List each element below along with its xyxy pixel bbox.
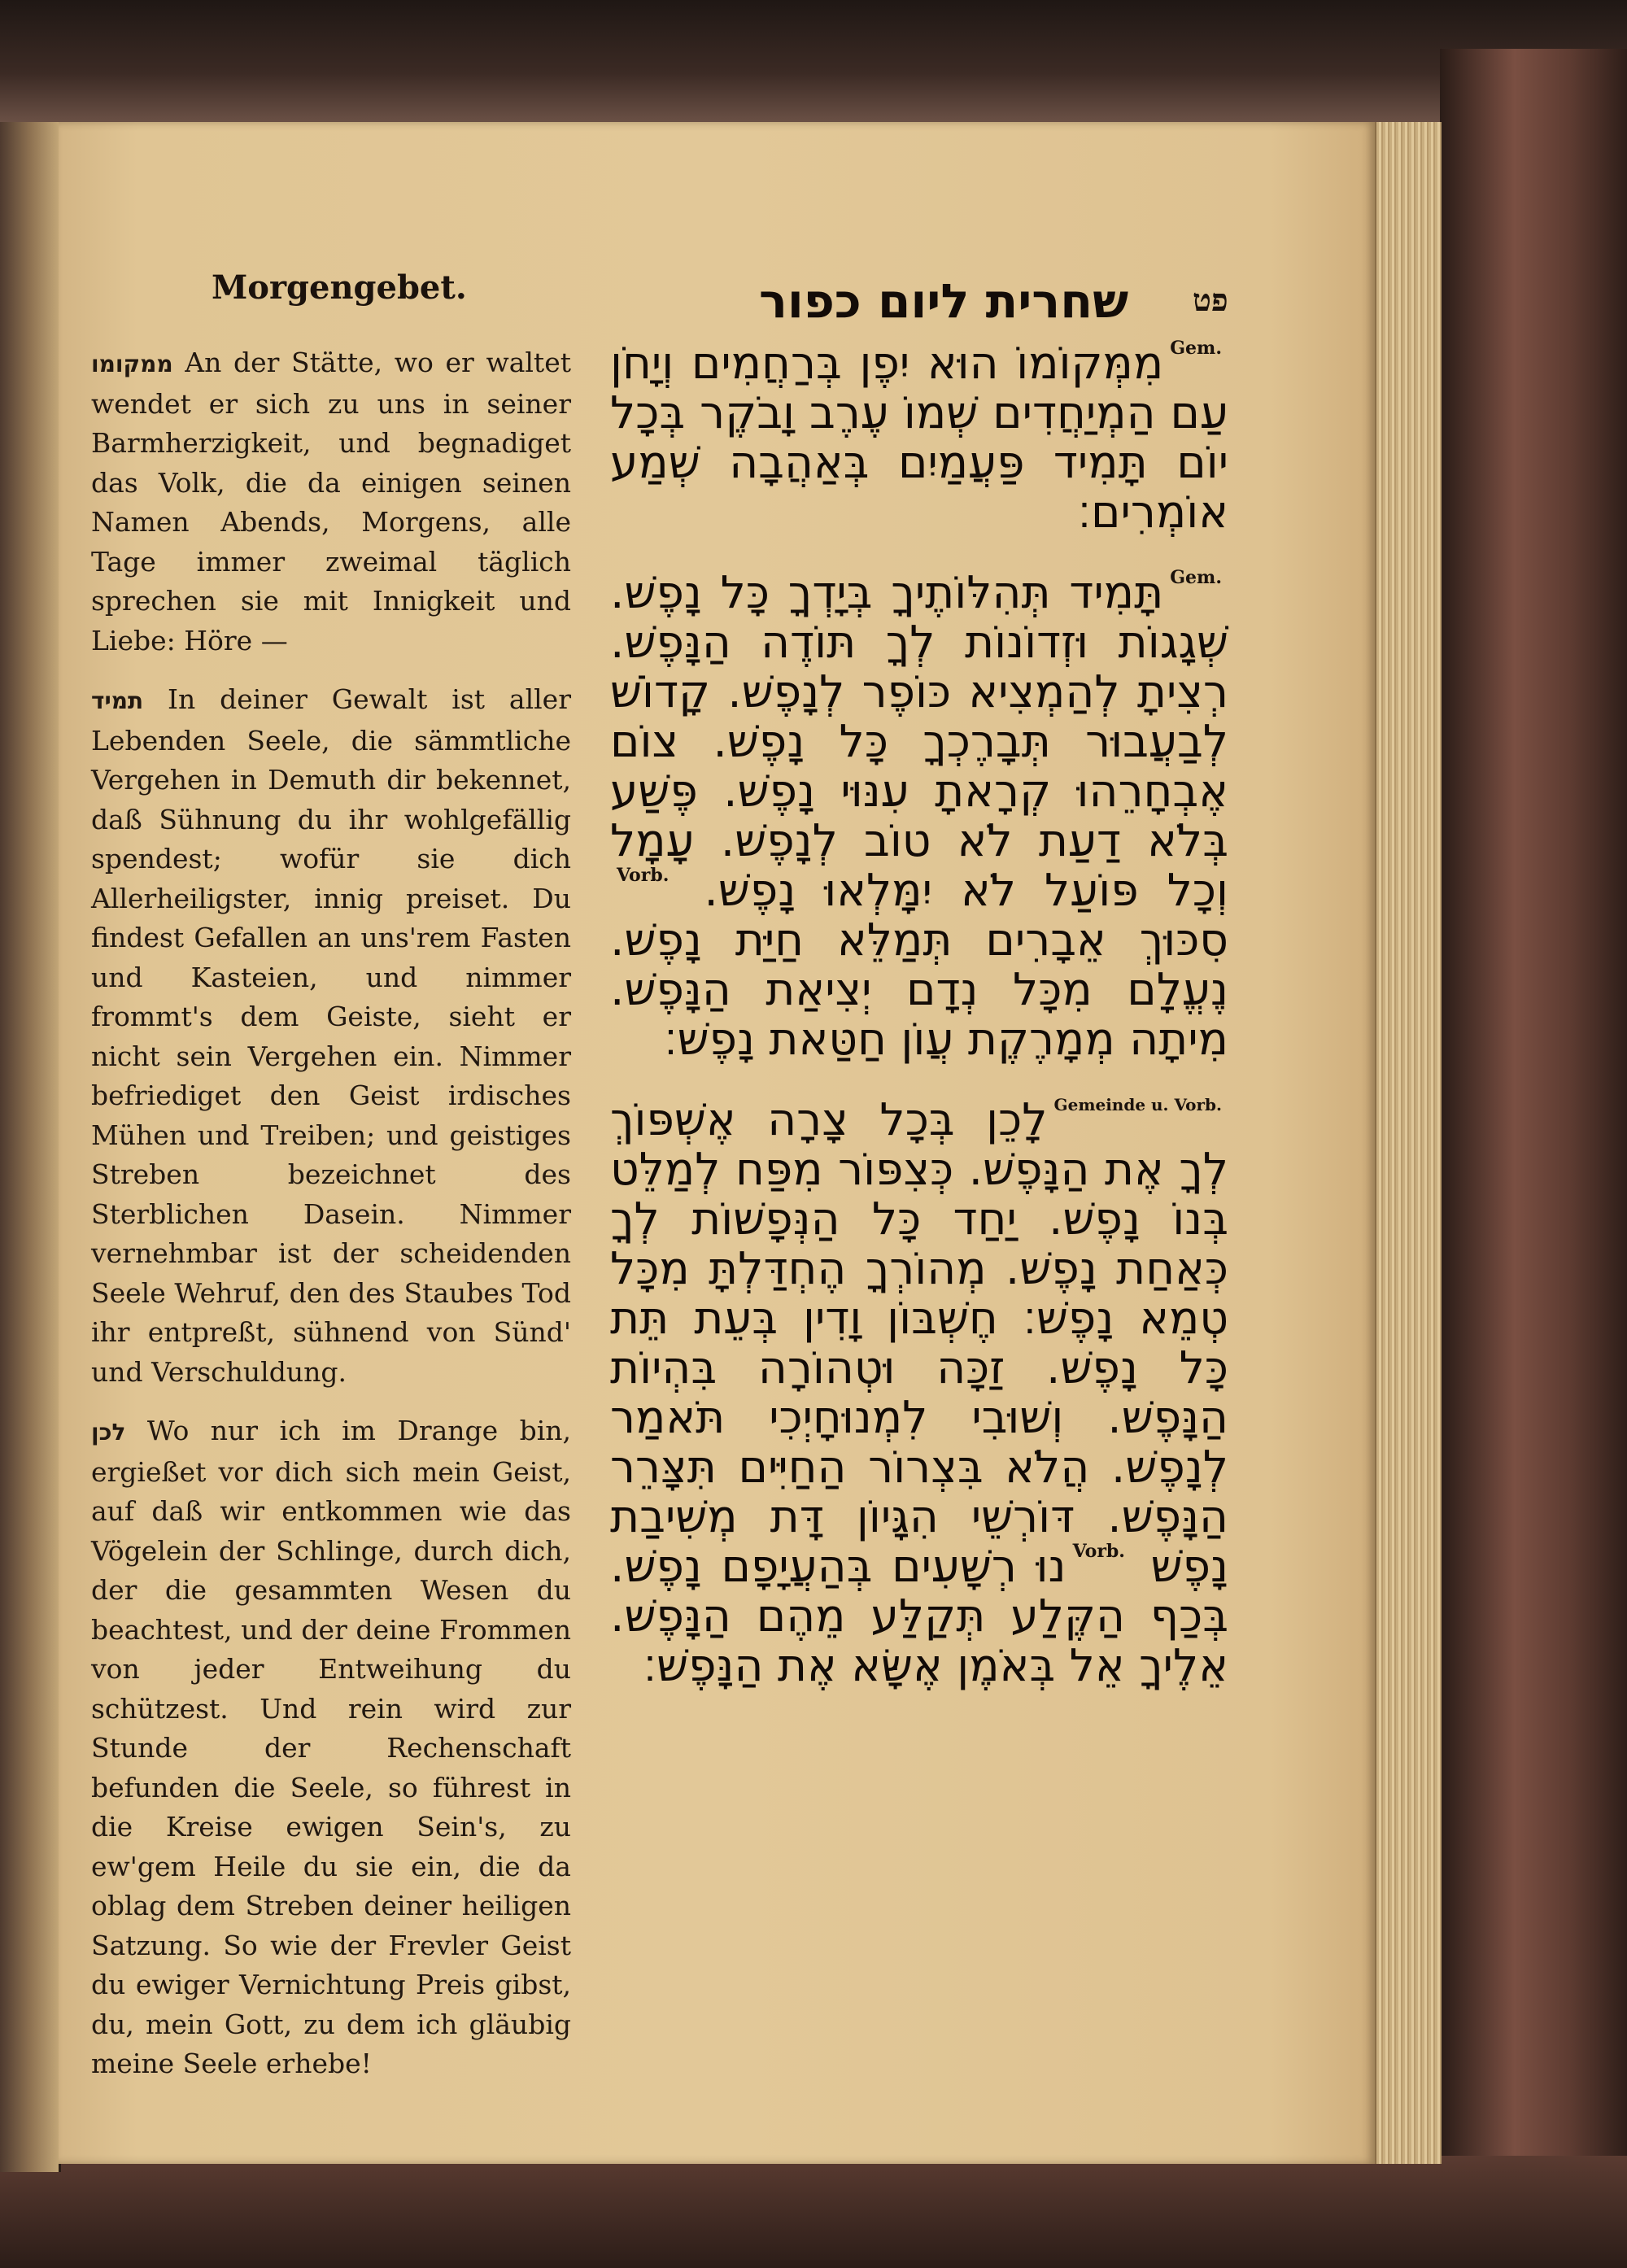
german-paragraph-1 — [91, 343, 571, 661]
speaker-note-3b: Vorb. — [1072, 1541, 1125, 1562]
hebrew-text-1: מִמְּקוֹמוֹ הוּא יִפֶן בְּרַחֲמִים וְיָחֹן עַם הַמְיַחֲדִים שְׁמוֹ עֶרֶב וָבֹקֶר בְּכָל יוֹם תָּמִיד פַּעֲמַיִם בְּאַהֲבָה שְׁמַע אוֹמְרִים׃ — [610, 337, 1228, 538]
page-number: פט — [1193, 281, 1228, 318]
hebrew-text-2a: תָּמִיד תְּהִלּוֹתֶיךָ בְּיָדְךָ כָּל נָפֶשׁ. שְׁגָגוֹת וּזְדוֹנוֹת לְךָ תּוֹדֶה הַנָּפֶשׁ. רְצִיתָ לְהַמְצִיא כּוֹפֶר לְנָפֶשׁ. קָדוֹשׁ לְבַעֲבוּר תְּבָרֶכְךָ כָּל נָפֶשׁ. צוֹם אֶבְחָרֵהוּ קְרָאתָ עִנּוּי נָפֶשׁ. פֶּשַׁע בְּלֹא דַעַת לֹא טוֹב לְנָפֶשׁ. עָמָל וְכָל פּוֹעַל לֹא יִמָּלְאוּ נָפֶשׁ. — [610, 566, 1228, 916]
running-header-hebrew: שחרית ליום כפור — [758, 273, 1129, 329]
book-cover-right — [1440, 49, 1627, 2268]
speaker-note-3a: Gemeinde u. Vorb. — [1053, 1095, 1222, 1114]
german-text-1: An der Stätte, wo er waltet wendet er sich zu uns in seiner Barmherzigkeit, und begnadiget das Volk, die da einigen seinen Namen Abends, Morgens, alle Tage immer zweimal täglich sprechen sie mit Innigkeit und Liebe: Höre — — [91, 347, 571, 656]
book-cover-top — [0, 0, 1627, 122]
german-cue-2: תמיד — [91, 687, 144, 714]
german-column — [91, 343, 571, 2104]
german-text-3: Wo nur ich im Drange bin, ergießet vor dich sich mein Geist, auf daß wir entkommen wie das Vögelein der Schlinge, durch dich, der die gesammten Wesen du beachtest, und der deine Frommen von jeder Entweihung du schützest. Und rein wird zur Stunde der Rechenschaft befunden die Seele, so führest in die Kreise ewigen Sein's, zu ew'gem Heile du sie ein, die da oblag dem Streben deiner heiligen Satzung. So wie der Frevler Geist du ewiger Vernichtung Preis gibst, du, mein Gott, zu dem ich gläubig meine Seele erhebe! — [91, 1415, 571, 2079]
hebrew-text-2b: סִכּוּךְ אֵבָרִים תְּמַלֵּא חַיַּת נָפֶשׁ. נֶעֱלָם מִכָּל נְדָם יְצִיאַת הַנָּפֶשׁ. מִיתָה מְמָרֶקֶת עֲוֹן חַטַּאת נָפֶשׁ׃ — [610, 914, 1228, 1065]
hebrew-column — [610, 338, 1228, 1721]
facing-page-edge — [0, 122, 61, 2172]
hebrew-paragraph-1 — [610, 338, 1228, 537]
hebrew-paragraph-2 — [610, 568, 1228, 1064]
speaker-note-2a: Gem. — [1170, 567, 1222, 588]
german-paragraph-2 — [91, 680, 571, 1392]
running-header-german: Morgengebet. — [212, 268, 467, 307]
page-edges — [1375, 122, 1442, 2164]
speaker-note-1: Gem. — [1170, 338, 1222, 359]
hebrew-text-3b: נוּ רְשָׁעִים בְּהַעֲיָפָם נָפֶשׁ. בְּכַף הַקֶּלַע תְּקַלַּע מֵהֶם הַנָּפֶשׁ. אֵלֶיךָ אֵל בְּאֹמֶן אֶשָּׂא אֶת הַנָּפֶשׁ׃ — [610, 1540, 1228, 1691]
hebrew-text-3a: לָכֵן בְּכָל צָרָה אֶשְׁפּוֹךְ לְךָ אֶת הַנָּפֶשׁ. כְּצִפּוֹר מִפַּח לְמַלֵּט בְּנוֹ נָפֶשׁ. יַחַד כָּל הַנְּפָשׁוֹת לְךָ כְּאַחַת נָפֶשׁ. מְהוֹרְךָ הֶחְדַּלְתָּ מִכָּל טְמֵא נָפֶשׁ׃ חֶשְׁבּוֹן וָדִין בְּעֵת תֵּת כָּל נָפֶשׁ. זַכָּה וּטְהוֹרָה בִּהְיוֹת הַנָּפֶשׁ. וְשׁוּבִי לִמְנוּחָיְכִי תֹּאמַר לְנָפֶשׁ. הֲלֹא בִּצְרוֹר הַחַיִּים תִּצָּרֵר הַנָּפֶשׁ. דּוֹרְשֵׁי הִגָּיוֹן דָּת מְשִׁיבַת נָפֶשׁ — [610, 1093, 1229, 1592]
speaker-note-2b: Vorb. — [617, 865, 670, 886]
book-cover-bottom — [0, 2156, 1627, 2268]
german-cue-1: ממקומו — [91, 351, 173, 377]
german-cue-3: לכן — [91, 1419, 126, 1446]
german-paragraph-3 — [91, 1411, 571, 2084]
german-text-2: In deiner Gewalt ist aller Lebenden Seele, die sämmtliche Vergehen in Demuth dir bekennet, daß Sühnung du ihr wohlgefällig spendest; wofür sie dich Allerheiligster, innig preiset. Du findest Gefallen an uns'rem Fasten und Kasteien, und nimmer frommt's dem Geiste, sieht er nicht sein Vergehen ein. Nimmer befriediget den Geist irdisches Mühen und Treiben; und geistiges Streben bezeichnet des Sterblichen Dasein. Nimmer vernehmbar ist der scheidenden Seele Wehruf, den des Staubes Tod ihr entpreßt, sühnend von Sünd' und Verschuldung. — [91, 683, 571, 1388]
hebrew-paragraph-3 — [610, 1095, 1228, 1690]
